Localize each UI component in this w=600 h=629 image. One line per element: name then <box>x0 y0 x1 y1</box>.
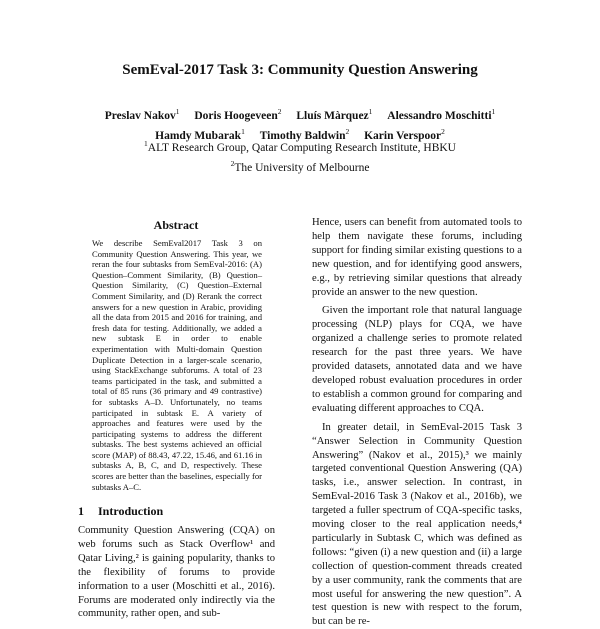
author: Timothy Baldwin$^2$ <box>259 126 350 142</box>
abstract-text: We describe SemEval2017 Task 3 on Community Question Answering. This year, we reran the four subtasks from SemEval-2016: (A) Question–Comment Similarity, (B) Question–Question Similarity, (C) Question–External Comment Similarity, and (D) Rerank the correct answers for a new question in Arabic, providing all the data from 2015 and 2016 for training, and fresh data for testing. Additionally, we added a new subtask E in order to enable experimentation with Multi-domain Question Duplicate Detection in a larger-scale scenario, using StackExchange subforums. A total of 23 teams participated in the task, and submitted a total of 85 runs (36 primary and 49 contrastive) for subtasks A–D. Unfortunately, no teams participated in subtask E. A variety of approaches and features were used by the participating systems to address the different subtasks. The best systems achieved an official score (MAP) of 88.43, 47.22, 15.46, and 61.16 in subtasks A, B, C, and D, respectively. These scores are better than the baselines, especially for subtasks A–C. <box>92 238 262 492</box>
author: Lluís Màrquez$^1$ <box>296 107 373 122</box>
right-column <box>312 216 522 629</box>
author: Preslav Nakov$^1$ <box>104 107 180 122</box>
body-paragraph: Given the important role that natural language processing (NLP) plays for CQA, we have organized a challenge series to promote related research for the past three years. We have provided datasets, annotated data and we have developed robust evaluation procedures in order to establish a common ground for comparing and evaluating different approaches to CQA. <box>312 305 522 414</box>
intro-text: Community Question Answering (CQA) on web forums such as Stack Overflow¹ and Qatar Living,² is gaining popularity, thanks to the flexibility of forums to provide information to a user (Moschitti et al., 2016). Forums are moderated only indirectly via the community, rather open, and sub- <box>78 525 275 620</box>
affiliation: $^2$The University of Melbourne <box>230 158 370 174</box>
affiliation-list <box>60 136 540 176</box>
affiliation: $^1$ALT Research Group, Qatar Computing Research Institute, HBKU <box>144 139 456 154</box>
author: Doris Hoogeveen$^2$ <box>194 107 282 122</box>
body-paragraph: Hence, users can benefit from automated tools to help them navigate these forums, including support for finding similar existing questions to a new question, and for identifying good answers, e.g., by retrieving similar questions that already provide an answer to the new question. <box>312 217 522 298</box>
author: Karin Verspoor$^2$ <box>364 126 445 142</box>
section-number: 1 <box>78 504 84 518</box>
paper-title: SemEval-2017 Task 3: Community Question Answering <box>122 62 478 78</box>
author: Alessandro Moschitti$^1$ <box>387 107 496 122</box>
section-heading <box>78 504 177 519</box>
author: Hamdy Mubarak$^1$ <box>155 126 245 142</box>
body-paragraph: In greater detail, in SemEval-2015 Task 3 “Answer Selection in Community Question Answering” (Nakov et al., 2015),³ we mainly targeted conventional Question Answering (QA) tasks, i.e., answer selection. In contrast, in SemEval-2016 Task 3 (Nakov et al., 2016b), we targeted a fuller spectrum of CQA-specific tasks, moving closer to the real application needs,⁴ particularly in Subtask C, which was defined as follows: “given (i) a new question and (ii) a large collection of question-comment threads created by a user community, rank the comments that are most useful for answering the new question”. A test question is new with respect to the forum, but can be re- <box>312 421 522 628</box>
abstract-heading: Abstract <box>153 218 199 232</box>
section-title: Introduction <box>98 504 164 518</box>
